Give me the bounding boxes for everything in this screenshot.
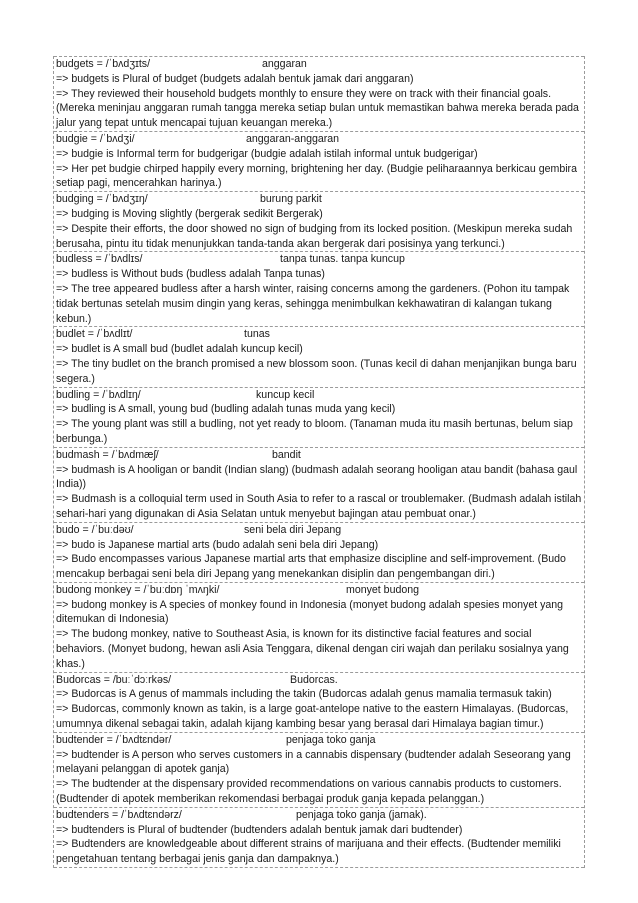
example-sentence: => The tree appeared budless after a harsh winter, raising concerns among the gardeners. (Pohon itu tampak tidak bertunas setelah musim dingin yang keras, sehingga menimbulkan kekhawatiran di kalangan tukang kebun.) [56, 282, 570, 325]
entry-headword [56, 733, 583, 748]
headword-pronunciation: budlet = /ˈbʌdlɪt/ [56, 328, 133, 341]
translation: anggaran-anggaran [246, 132, 340, 145]
headword-pronunciation: Budorcas = /buːˈdɔːrkəs/ [56, 673, 172, 686]
definition: => Budorcas is A genus of mammals including the takin (Budorcas adalah genus mamalia termasuk takin) [56, 688, 552, 701]
definition: => budtender is A person who serves customers in a cannabis dispensary (budtender adalah Seseorang yang melayani pelanggan di apotek ganja) [56, 748, 571, 776]
entry-headword [56, 327, 583, 342]
translation: penjaga toko ganja [286, 733, 376, 746]
example-sentence: => The budtender at the dispensary provided recommendations on various cannabis products to customers. (Budtender di apotek memberikan rekomendasi berbagai produk ganja kepada pelanggan.) [56, 778, 562, 806]
entry-budling [54, 388, 584, 448]
entry-headword [56, 57, 583, 72]
example-sentence: => Budorcas, commonly known as takin, is a large goat-antelope native to the eastern Himalayas. (Budorcas, umumnya dikenal sebagai takin, adalah kijang kambing besar yang berasal dari Himalaya bagian timur.) [56, 703, 569, 731]
entry-headword [56, 808, 583, 823]
entry-budgie [54, 132, 584, 192]
entry-headword [56, 583, 583, 598]
example-sentence: => Budmash is a colloquial term used in South Asia to refer to a rascal or troublemaker. (Budmash adalah istilah sehari-hari yang digunakan di Asia Selatan untuk menyebut bajingan atau pembuat onar.) [56, 493, 582, 520]
entry-budo [54, 523, 584, 583]
entry-budong-monkey [54, 583, 584, 673]
entry-budgets [54, 56, 584, 132]
example-sentence: => Budtenders are knowledgeable about different strains of marijuana and their effects. (Budtender memiliki pengetahuan tentang berbagai jenis ganja dan dampaknya.) [56, 838, 561, 866]
example-sentence: => The young plant was still a budling, not yet ready to bloom. (Tanaman muda itu masih bertunas, belum siap berbunga.) [56, 418, 573, 445]
translation: seni bela diri Jepang [244, 523, 342, 536]
definition: => budlet is A small bud (budlet adalah kuncup kecil) [56, 343, 303, 356]
definition: => budtenders is Plural of budtender (budtenders adalah bentuk jamak dari budtender) [56, 823, 463, 836]
entry-budlet [54, 327, 584, 387]
entry-budmash [54, 448, 584, 523]
translation: burung parkit [260, 193, 322, 206]
entry-budless [54, 252, 584, 327]
entry-headword [56, 673, 583, 688]
headword-pronunciation: budtenders = /ˈbʌdtɛndərz/ [56, 808, 182, 821]
entry-headword [56, 523, 583, 538]
definition: => budless is Without buds (budless adalah Tanpa tunas) [56, 268, 325, 281]
headword-pronunciation: budmash = /ˈbʌdmæʃ/ [56, 448, 159, 461]
entry-budorcas [54, 673, 584, 733]
definition: => budmash is A hooligan or bandit (Indian slang) (budmash adalah seorang hooligan atau bandit (bahasa gaul India)) [56, 463, 578, 491]
headword-pronunciation: budging = /ˈbʌdʒɪŋ/ [56, 193, 148, 206]
translation: Budorcas. [290, 673, 338, 686]
definition: => budgie is Informal term for budgerigar (budgie adalah istilah informal untuk budgerigar) [56, 147, 478, 160]
headword-pronunciation: budo = /ˈbuːdəʊ/ [56, 523, 134, 536]
translation: anggaran [262, 58, 307, 70]
translation: tunas [244, 328, 270, 341]
translation: bandit [272, 448, 301, 461]
example-sentence: => Despite their efforts, the door showed no sign of budging from its locked position. (Meskipun mereka sudah berusaha, pintu itu tidak menunjukkan tanda-tanda akan bergerak dari posisinya yang terkunci.) [56, 222, 573, 250]
translation: kuncup kecil [256, 388, 315, 401]
definition: => budo is Japanese martial arts (budo adalah seni bela diri Jepang) [56, 538, 379, 551]
headword-pronunciation: budling = /ˈbʌdlɪŋ/ [56, 388, 141, 401]
example-sentence: => The budong monkey, native to Southeast Asia, is known for its distinctive facial features and social behaviors. (Monyet budong, hewan asli Asia Tenggara, dikenal dengan ciri wajah dan perilaku sosialnya yang khas.) [56, 628, 569, 670]
entry-budtenders [54, 808, 584, 868]
translation: tanpa tunas. tanpa kuncup [280, 253, 405, 266]
definition: => budling is A small, young bud (budling adalah tunas muda yang kecil) [56, 403, 396, 416]
definition: => budging is Moving slightly (bergerak sedikit Bergerak) [56, 207, 323, 220]
headword-pronunciation: budgets = /ˈbʌdʒɪts/ [56, 58, 151, 70]
example-sentence: => Her pet budgie chirped happily every morning, brightening her day. (Budgie peliharaannya berkicau gembira setiap pagi, mencerahkan harinya.) [56, 162, 577, 190]
example-sentence: => Budo encompasses various Japanese martial arts that emphasize discipline and self-improvement. (Budo mencakup berbagai seni bela diri Jepang yang menekankan disiplin dan pengembangan diri.) [56, 553, 566, 581]
example-sentence: => The tiny budlet on the branch promised a new blossom soon. (Tunas kecil di dahan menjanjikan bunga baru segera.) [56, 357, 577, 385]
entry-budging [54, 192, 584, 252]
entry-headword [56, 192, 583, 207]
headword-pronunciation: budtender = /ˈbʌdtɛndər/ [56, 733, 172, 746]
example-sentence: => They reviewed their household budgets monthly to ensure they were on track with their financial goals. (Mereka meninjau anggaran rumah tangga mereka setiap bulan untuk memastikan bahwa mereka berada pada jalur yang tepat untuk mencapai tujuan keuangan mereka.) [56, 87, 579, 130]
translation: penjaga toko ganja (jamak). [296, 808, 427, 821]
entry-headword [56, 448, 583, 463]
headword-pronunciation: budless = /ˈbʌdlɪs/ [56, 253, 143, 266]
headword-pronunciation: budgie = /ˈbʌdʒi/ [56, 132, 135, 145]
dictionary-page [53, 56, 585, 868]
entry-headword [56, 388, 583, 403]
translation: monyet budong [346, 583, 420, 596]
entry-budtender [54, 733, 584, 808]
definition: => budong monkey is A species of monkey found in Indonesia (monyet budong adalah spesies monyet yang ditemukan di Indonesia) [56, 598, 564, 626]
entry-headword [56, 132, 583, 147]
headword-pronunciation: budong monkey = /ˈbuːdɒŋ ˈmʌŋki/ [56, 583, 220, 596]
entry-headword [56, 252, 583, 267]
definition: => budgets is Plural of budget (budgets adalah bentuk jamak dari anggaran) [56, 72, 414, 85]
